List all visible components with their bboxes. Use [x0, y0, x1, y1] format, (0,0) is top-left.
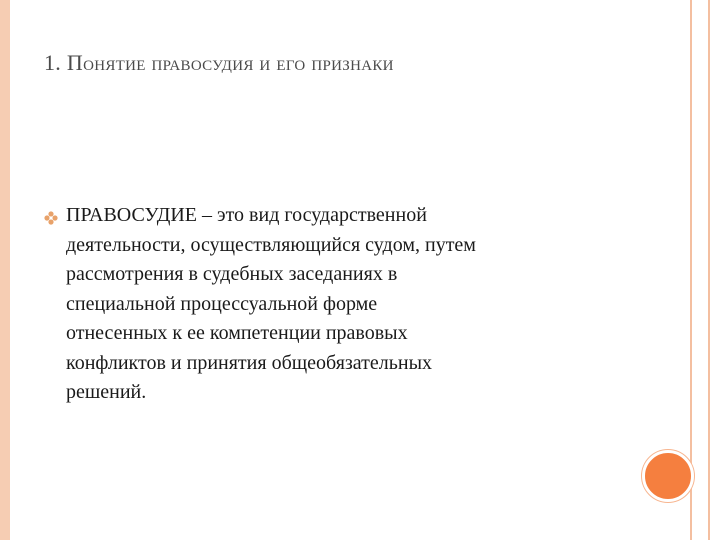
title-rest: онятие правосудия и его признаки [83, 50, 394, 75]
body-line-7: решений. [66, 381, 147, 403]
title-first-letter: П [66, 50, 84, 75]
left-border-decoration [0, 0, 10, 540]
title-number: 1. [44, 50, 67, 75]
orange-circle-decoration [642, 450, 694, 502]
right-border-line-inner [690, 0, 692, 540]
definition-paragraph [66, 201, 626, 408]
body-line-1: ПРАВОСУДИЕ – это вид государственной [66, 204, 427, 226]
body-line-3: рассмотрения в судебных заседаниях в [66, 263, 398, 285]
body-line-6: конфликтов и принятия общеобязательных [66, 351, 433, 374]
ornate-flower-bullet-icon [44, 211, 58, 225]
body-line-5: отнесенных к ее компетенции правовых [66, 322, 408, 344]
slide-title [44, 50, 664, 76]
right-border-line-outer [708, 0, 710, 540]
body-line-4: специальной процессуальной форме [66, 292, 378, 315]
body-line-2: деятельности, осуществляющийся судом, путем [66, 233, 476, 256]
